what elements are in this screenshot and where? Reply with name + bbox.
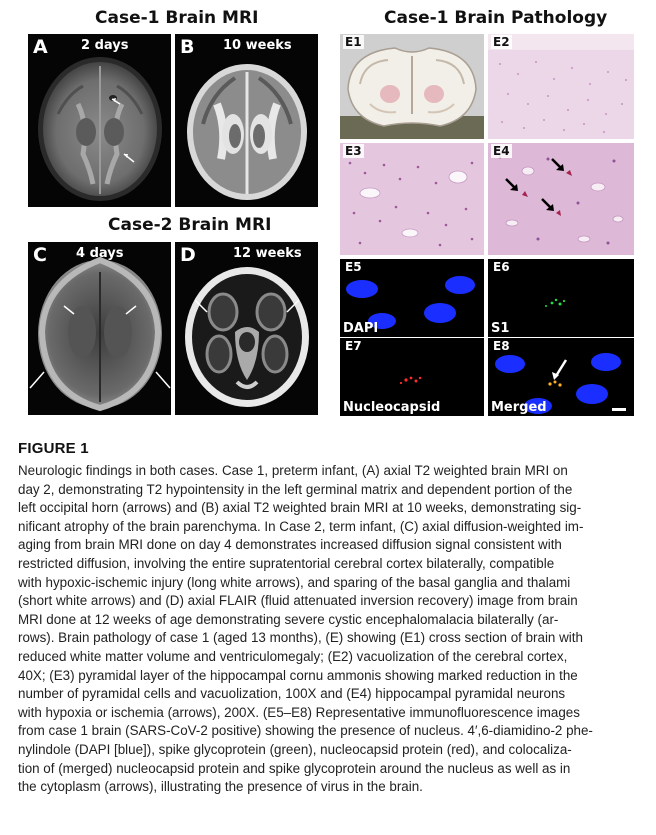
caption-line: rows). Brain pathology of case 1 (aged 13 months), (E) showing (E1) cross section of brain with xyxy=(18,630,583,646)
stain-label-dapi: DAPI xyxy=(343,321,379,336)
panel-label-e7: E7 xyxy=(345,339,362,353)
case1-pathology-title: Case-1 Brain Pathology xyxy=(384,8,608,28)
stain-label-merged: Merged xyxy=(491,400,547,415)
caption-line: with hypoxic-ischemic injury (long white arrows), and sparing of the basal ganglia and thalami xyxy=(18,574,571,590)
caption-line: restricted diffusion, involving the entire supratentorial cerebral cortex bilaterally, compatible xyxy=(18,555,555,571)
e3-image xyxy=(340,143,484,255)
panel-label-c: C xyxy=(33,244,47,266)
caption-line: (short white arrows) and (D) axial FLAIR (fluid attenuated inversion recovery) image from brain xyxy=(18,593,578,609)
case1-mri-title: Case-1 Brain MRI xyxy=(95,8,259,28)
panel-time-c: 4 days xyxy=(76,246,124,261)
panel-label-a: A xyxy=(33,36,48,58)
mri-panel-d xyxy=(175,242,318,415)
caption-line: from case 1 brain (SARS-CoV-2 positive) showing the presence of nucleus. 4′,6-diamidino-2 phe- xyxy=(18,723,593,739)
case2-mri-title: Case-2 Brain MRI xyxy=(108,215,272,235)
panel-label-e2: E2 xyxy=(493,35,510,49)
caption-line: MRI done at 12 weeks of age demonstrating severe cystic encephalomalacia bilaterally (ar- xyxy=(18,611,559,627)
panel-time-b: 10 weeks xyxy=(223,38,292,53)
mri-panel-a xyxy=(28,34,171,207)
if-panel-e5 xyxy=(340,259,484,337)
stain-label-nucleocapsid: Nucleocapsid xyxy=(343,400,441,415)
caption-line: number of pyramidal cells and vacuolization, 100X and (E4) hippocampal pyramidal neurons xyxy=(18,686,566,702)
caption-line: nificant atrophy of the brain parenchyma. In Case 2, term infant, (C) axial diffusion-weighted im- xyxy=(18,518,584,534)
caption-line: reduced white matter volume and ventriculomegaly; (E2) vacuolization of the cerebral cortex, xyxy=(18,648,568,664)
caption-line: nylindole (DAPI [blue]), spike glycoprotein (green), nucleocapsid protein (red), and colocaliza- xyxy=(18,741,572,757)
figure-caption xyxy=(18,462,640,797)
figure-heading: FIGURE 1 xyxy=(18,440,89,457)
pathology-panel-e1 xyxy=(340,34,484,139)
mri-panel-c xyxy=(28,242,171,415)
caption-line: left occipital horn (arrows) and (B) axial T2 weighted brain MRI at 10 weeks, demonstrating sig- xyxy=(18,500,582,516)
panel-label-e5: E5 xyxy=(345,260,362,274)
panel-time-a: 2 days xyxy=(81,38,129,53)
panel-time-d: 12 weeks xyxy=(233,246,302,261)
panel-label-e6: E6 xyxy=(493,260,510,274)
caption-line: with hypoxia or ischemia (arrows), 200X. (E5–E8) Representative immunofluorescence images xyxy=(18,704,580,720)
mri-a-image xyxy=(28,34,171,207)
mri-d-image xyxy=(175,242,318,415)
panel-label-e1: E1 xyxy=(345,35,362,49)
mri-b-image xyxy=(175,34,318,207)
caption-line: 40X; (E3) pyramidal layer of the hippocampal cornu ammonis showing marked reduction in the xyxy=(18,667,578,683)
if-panel-e6 xyxy=(488,259,634,337)
caption-line: the cytoplasm (arrows), illustrating the presence of virus in the brain. xyxy=(18,779,423,795)
e1-image xyxy=(340,34,484,139)
e4-image xyxy=(488,143,634,255)
pathology-panel-e3 xyxy=(340,143,484,255)
e2-image xyxy=(488,34,634,139)
caption-line: tion of (merged) nucleocapsid protein and spike glycoprotein around the nucleus as well as in xyxy=(18,760,571,776)
caption-line: aging from brain MRI done on day 4 demonstrates increased diffusion signal consistent with xyxy=(18,537,562,553)
stain-label-s1: S1 xyxy=(491,321,510,336)
panel-label-e3: E3 xyxy=(345,144,362,158)
mri-c-image xyxy=(28,242,171,415)
panel-label-e4: E4 xyxy=(493,144,510,158)
caption-line: Neurologic findings in both cases. Case 1, preterm infant, (A) axial T2 weighted brain MRI on xyxy=(18,463,568,478)
panel-label-d: D xyxy=(180,244,196,266)
panel-label-e8: E8 xyxy=(493,339,510,353)
if-panel-e8 xyxy=(488,338,634,416)
mri-panel-b xyxy=(175,34,318,207)
if-panel-e7 xyxy=(340,338,484,416)
caption-line: day 2, demonstrating T2 hypointensity in the left germinal matrix and dependent portion of the xyxy=(18,481,573,497)
pathology-panel-e4 xyxy=(488,143,634,255)
pathology-panel-e2 xyxy=(488,34,634,139)
panel-label-b: B xyxy=(180,36,195,58)
